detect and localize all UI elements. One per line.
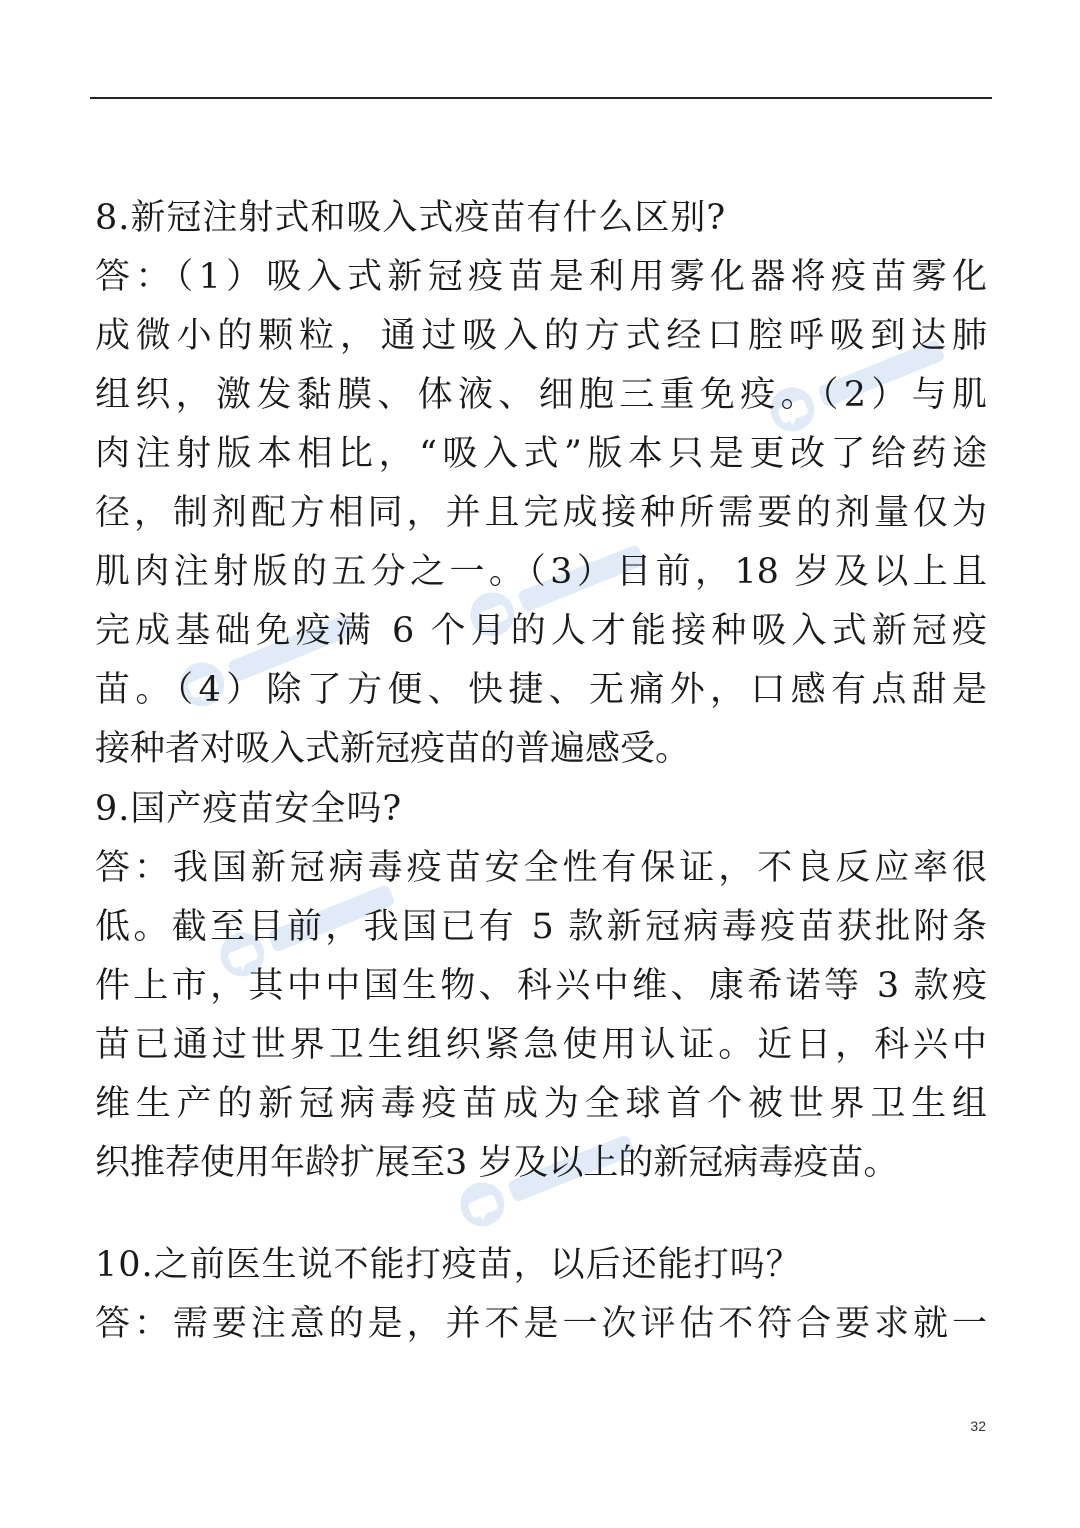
document-body (95, 188, 987, 1354)
question-title: 10.之前医生说不能打疫苗，以后还能打吗？ (95, 1245, 802, 1285)
answer-line: 低。截至目前，我国已有 5 款新冠病毒疫苗获批附条 (95, 907, 987, 947)
answer-line: 肉注射版本相比，“吸入式”版本只是更改了给药途 (95, 434, 987, 474)
answer-line: 成微小的颗粒，通过吸入的方式经口腔呼吸到达肺 (95, 316, 987, 356)
answer-line: 件上市，其中中国生物、科兴中维、康希诺等 3 款疫 (95, 966, 987, 1006)
answer-line: 答：我国新冠病毒疫苗安全性有保证，不良反应率很 (95, 848, 987, 888)
question-title: 9.国产疫苗安全吗? (95, 789, 403, 829)
answer-line: 苗。（4）除了方便、快捷、无痛外，口感有点甜是 (95, 670, 987, 710)
answer-line: 苗已通过世界卫生组织紧急使用认证。近日，科兴中 (95, 1025, 987, 1065)
question-section-9 (95, 779, 987, 1193)
question-section-10 (95, 1235, 987, 1354)
answer-line: 完成基础免疫满 6 个月的人才能接种吸入式新冠疫 (95, 611, 987, 651)
answer-line: 接种者对吸入式新冠疫苗的普遍感受。 (95, 729, 691, 769)
section-gap (95, 1193, 987, 1235)
answer-line: 维生产的新冠病毒疫苗成为全球首个被世界卫生组 (95, 1084, 987, 1124)
answer-line: 径，制剂配方相同，并且完成接种所需要的剂量仅为 (95, 493, 987, 533)
answer-line: 答：需要注意的是，并不是一次评估不符合要求就一 (95, 1304, 987, 1344)
answer-line: 答：（1）吸入式新冠疫苗是利用雾化器将疫苗雾化 (95, 257, 987, 297)
page-number: 32 (970, 1418, 986, 1434)
question-section-8 (95, 188, 987, 779)
question-title: 8.新冠注射式和吸入式疫苗有什么区别? (95, 198, 727, 238)
answer-line: 组织，激发黏膜、体液、细胞三重免疫。（2）与肌 (95, 375, 987, 415)
answer-line: 织推荐使用年龄扩展至3 岁及以上的新冠病毒疫苗。 (95, 1143, 899, 1183)
answer-line: 肌肉注射版的五分之一。（3）目前，18 岁及以上且 (95, 552, 987, 592)
header-rule (90, 97, 992, 99)
